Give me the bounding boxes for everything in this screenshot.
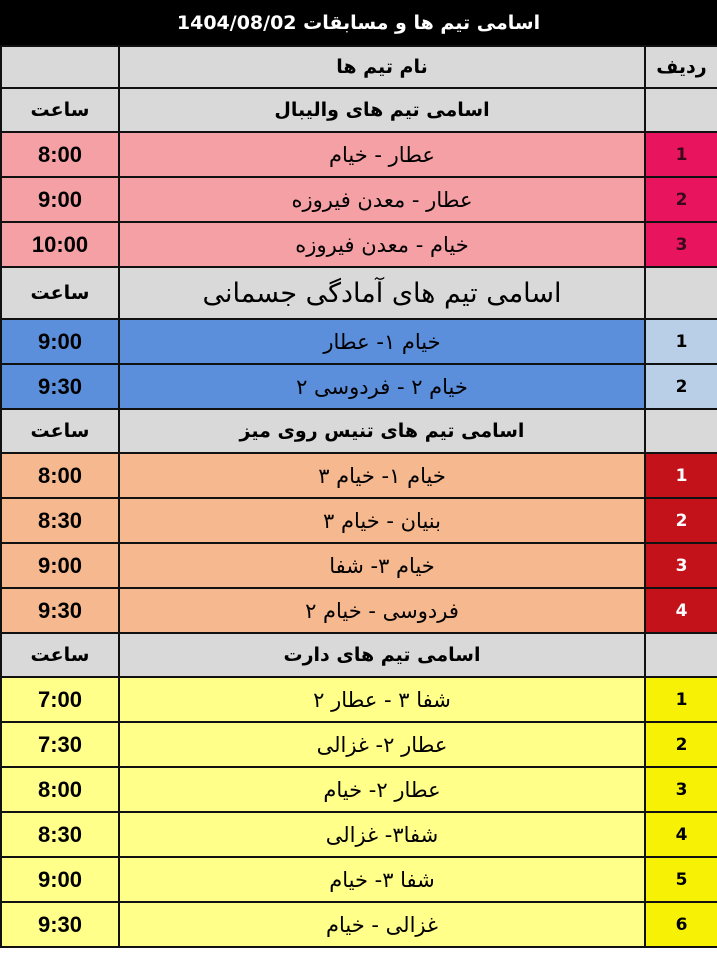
match-time: 7:30 — [1, 722, 119, 767]
match-teams: بنیان - خیام ۳ — [119, 498, 645, 543]
row-index: 1 — [645, 319, 717, 364]
time-label: ساعت — [1, 267, 119, 319]
row-index: 1 — [645, 453, 717, 498]
table-row — [1, 677, 717, 722]
table-row — [1, 812, 717, 857]
index-column-header: ردیف — [645, 46, 717, 88]
table-row — [1, 364, 717, 409]
schedule-table — [0, 45, 717, 948]
match-teams: غزالی - خیام — [119, 902, 645, 947]
match-time: 8:00 — [1, 767, 119, 812]
table-row — [1, 222, 717, 267]
match-time: 9:00 — [1, 543, 119, 588]
row-index: 3 — [645, 543, 717, 588]
row-index: 2 — [645, 364, 717, 409]
match-time: 9:00 — [1, 319, 119, 364]
time-column-header — [1, 46, 119, 88]
table-row — [1, 767, 717, 812]
table-row — [1, 588, 717, 633]
table-row — [1, 453, 717, 498]
match-teams: خیام - معدن فیروزه — [119, 222, 645, 267]
match-teams: عطار ۲- خیام — [119, 767, 645, 812]
match-time: 7:00 — [1, 677, 119, 722]
empty-cell — [645, 409, 717, 453]
row-index: 4 — [645, 588, 717, 633]
table-row — [1, 498, 717, 543]
table-tennis-section-header — [1, 409, 717, 453]
match-teams: شفا ۳ - عطار ۲ — [119, 677, 645, 722]
empty-cell — [645, 633, 717, 677]
page-title-text: اسامی تیم ها و مسابقات 1404/08/02 — [176, 11, 541, 34]
teams-column-header: نام تیم ها — [119, 46, 645, 88]
table-row — [1, 132, 717, 177]
empty-cell — [645, 267, 717, 319]
row-index: 1 — [645, 677, 717, 722]
match-teams: شفا ۳- خیام — [119, 857, 645, 902]
row-index: 2 — [645, 722, 717, 767]
match-teams: عطار ۲- غزالی — [119, 722, 645, 767]
row-index: 4 — [645, 812, 717, 857]
time-label: ساعت — [1, 633, 119, 677]
fitness-section-title: اسامی تیم های آمادگی جسمانی — [119, 267, 645, 319]
table-row — [1, 319, 717, 364]
table-row — [1, 177, 717, 222]
dart-section-header — [1, 633, 717, 677]
row-index: 5 — [645, 857, 717, 902]
match-time: 9:00 — [1, 857, 119, 902]
table-row — [1, 857, 717, 902]
volleyball-section-title: اسامی تیم های والیبال — [119, 88, 645, 132]
match-time: 9:00 — [1, 177, 119, 222]
match-time: 9:30 — [1, 364, 119, 409]
row-index: 3 — [645, 767, 717, 812]
time-label: ساعت — [1, 409, 119, 453]
volleyball-section-header — [1, 88, 717, 132]
row-index: 1 — [645, 132, 717, 177]
empty-cell — [645, 88, 717, 132]
match-teams: فردوسی - خیام ۲ — [119, 588, 645, 633]
match-teams: خیام ۳- شفا — [119, 543, 645, 588]
match-time: 9:30 — [1, 588, 119, 633]
match-time: 8:30 — [1, 812, 119, 857]
table-row — [1, 543, 717, 588]
column-header-row — [1, 46, 717, 88]
page-title — [0, 0, 717, 45]
match-time: 8:30 — [1, 498, 119, 543]
match-time: 8:00 — [1, 453, 119, 498]
match-teams: خیام ۲ - فردوسی ۲ — [119, 364, 645, 409]
match-time: 9:30 — [1, 902, 119, 947]
match-teams: خیام ۱- عطار — [119, 319, 645, 364]
match-teams: خیام ۱- خیام ۳ — [119, 453, 645, 498]
row-index: 6 — [645, 902, 717, 947]
match-teams: عطار - خیام — [119, 132, 645, 177]
fitness-section-header — [1, 267, 717, 319]
match-teams: عطار - معدن فیروزه — [119, 177, 645, 222]
row-index: 2 — [645, 177, 717, 222]
row-index: 3 — [645, 222, 717, 267]
table-row — [1, 722, 717, 767]
match-teams: شفا۳- غزالی — [119, 812, 645, 857]
match-time: 8:00 — [1, 132, 119, 177]
dart-section-title: اسامی تیم های دارت — [119, 633, 645, 677]
row-index: 2 — [645, 498, 717, 543]
match-time: 10:00 — [1, 222, 119, 267]
time-label: ساعت — [1, 88, 119, 132]
table-row — [1, 902, 717, 947]
table-tennis-section-title: اسامی تیم های تنیس روی میز — [119, 409, 645, 453]
